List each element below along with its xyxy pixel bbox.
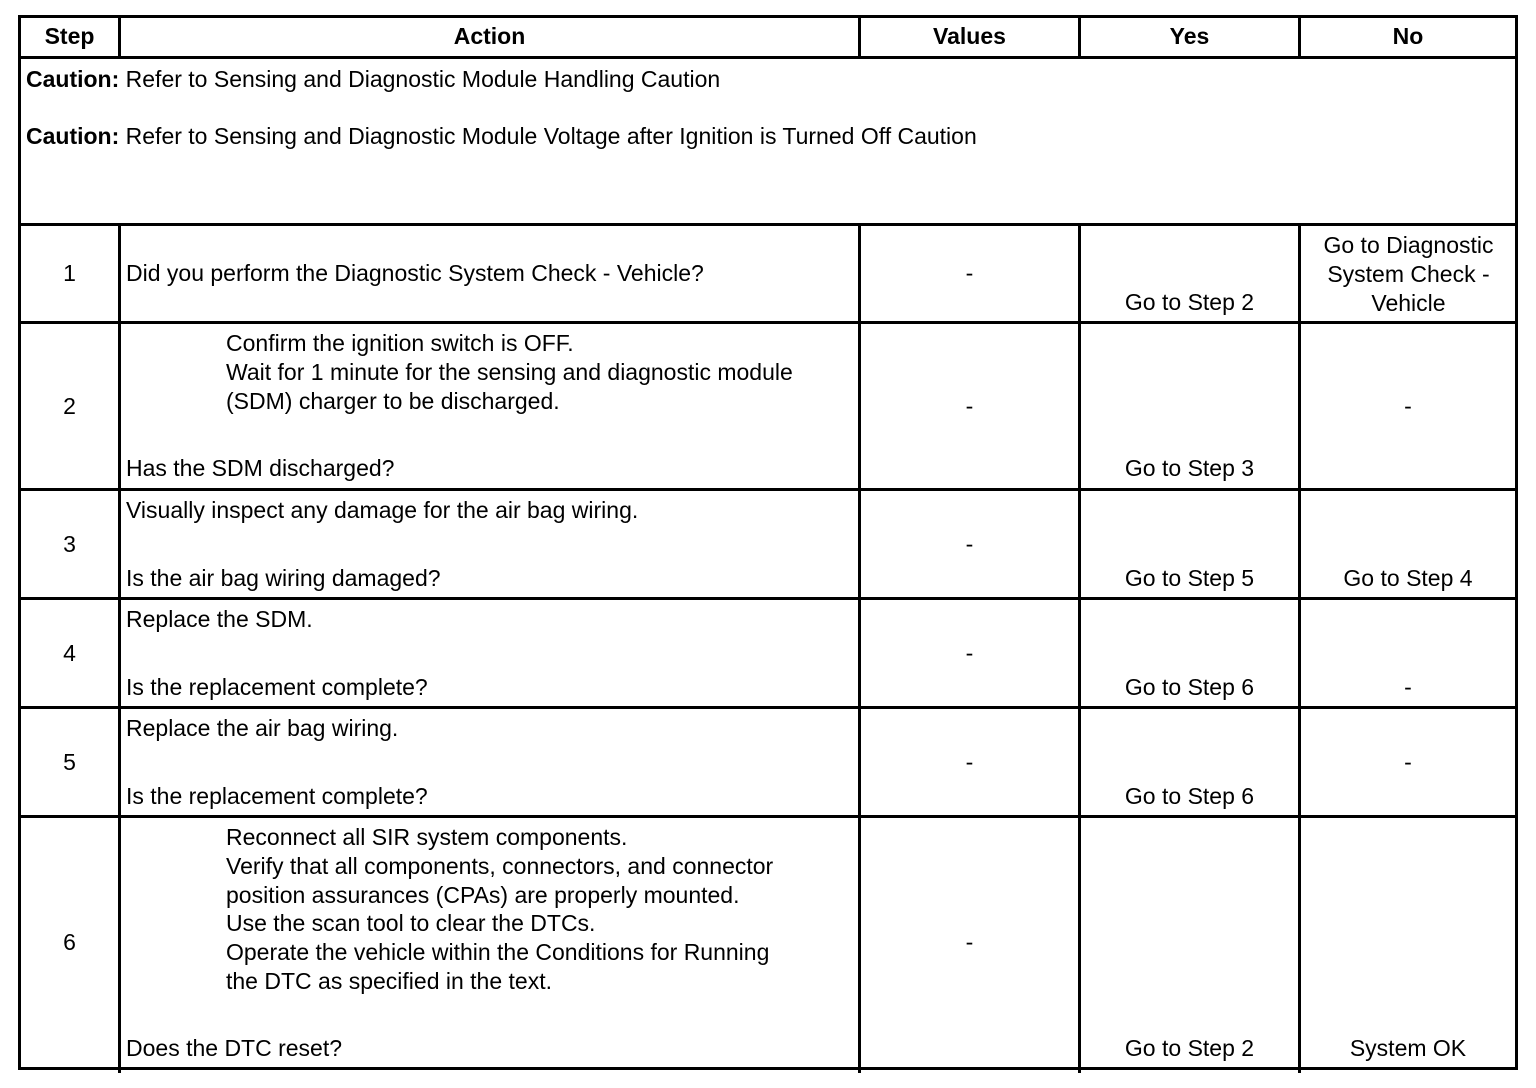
action-text: position assurances (CPAs) are properly mounted. [226, 882, 740, 908]
row-divider [21, 706, 1515, 709]
yes-cell: Go to Step 3 [1124, 455, 1255, 481]
diagnostic-table [18, 15, 1518, 1070]
step-number: 3 [63, 531, 76, 557]
action-question: Is the replacement complete? [126, 783, 428, 809]
step-number: 1 [63, 260, 76, 286]
col-divider [1078, 223, 1081, 1073]
action-text: Use the scan tool to clear the DTCs. [226, 910, 596, 936]
action-text: Confirm the ignition switch is OFF. [226, 330, 574, 356]
caution-handling [26, 65, 1506, 94]
values-cell: - [965, 260, 974, 286]
action-text: Visually inspect any damage for the air bag wiring. [126, 497, 639, 523]
row-divider [21, 321, 1515, 324]
header-no: No [1392, 23, 1424, 49]
action-question: Is the replacement complete? [126, 674, 428, 700]
caution-text: Refer to Sensing and Diagnostic Module Voltage after Ignition is Turned Off Caution [119, 123, 977, 149]
caution-label: Caution: [26, 66, 120, 92]
action-text: the DTC as specified in the text. [226, 968, 552, 994]
action-question: Has the SDM discharged? [126, 455, 395, 481]
header-action: Action [453, 23, 526, 49]
yes-cell: Go to Step 6 [1124, 783, 1255, 809]
caution-voltage [26, 122, 1506, 151]
step-number: 6 [63, 929, 76, 955]
caution-label: Caution: [26, 123, 120, 149]
action-text: Verify that all components, connectors, and connector [226, 853, 774, 879]
row-divider [21, 597, 1515, 600]
yes-cell: Go to Step 6 [1124, 674, 1255, 700]
values-cell: - [965, 393, 974, 419]
header-step: Step [44, 23, 95, 49]
col-divider [118, 223, 121, 1073]
yes-cell: Go to Step 2 [1124, 289, 1255, 315]
row-divider [21, 815, 1515, 818]
action-text: Wait for 1 minute for the sensing and diagnostic module [226, 359, 793, 385]
caution-text: Refer to Sensing and Diagnostic Module Handling Caution [119, 66, 721, 92]
no-cell: System OK [1349, 1035, 1467, 1061]
no-cell: Go to Diagnostic System Check - Vehicle [1323, 232, 1494, 316]
action-question: Does the DTC reset? [126, 1035, 343, 1061]
no-cell: - [1404, 393, 1412, 419]
values-cell: - [965, 929, 974, 955]
no-cell: Go to Step 4 [1343, 565, 1473, 591]
step-number: 5 [63, 749, 76, 775]
no-cell: - [1404, 749, 1412, 775]
values-cell: - [965, 749, 974, 775]
action-text: Replace the SDM. [126, 606, 313, 632]
no-cell: - [1404, 674, 1412, 700]
values-cell: - [965, 640, 974, 666]
row-divider [21, 488, 1515, 491]
action-text: Did you perform the Diagnostic System Check - Vehicle? [126, 260, 704, 286]
action-text: (SDM) charger to be discharged. [226, 388, 560, 414]
action-question: Is the air bag wiring damaged? [126, 565, 441, 591]
yes-cell: Go to Step 5 [1124, 565, 1255, 591]
action-text: Reconnect all SIR system components. [226, 824, 628, 850]
step-number: 2 [63, 393, 76, 419]
header-yes: Yes [1169, 23, 1210, 49]
action-text: Replace the air bag wiring. [126, 715, 399, 741]
row-divider [21, 223, 1515, 226]
values-cell: - [965, 531, 974, 557]
yes-cell: Go to Step 2 [1124, 1035, 1255, 1061]
header-values: Values [933, 23, 1006, 49]
action-text: Operate the vehicle within the Conditions for Running [226, 939, 770, 965]
row-divider [21, 56, 1515, 59]
col-divider [1298, 223, 1301, 1073]
step-number: 4 [63, 640, 76, 666]
